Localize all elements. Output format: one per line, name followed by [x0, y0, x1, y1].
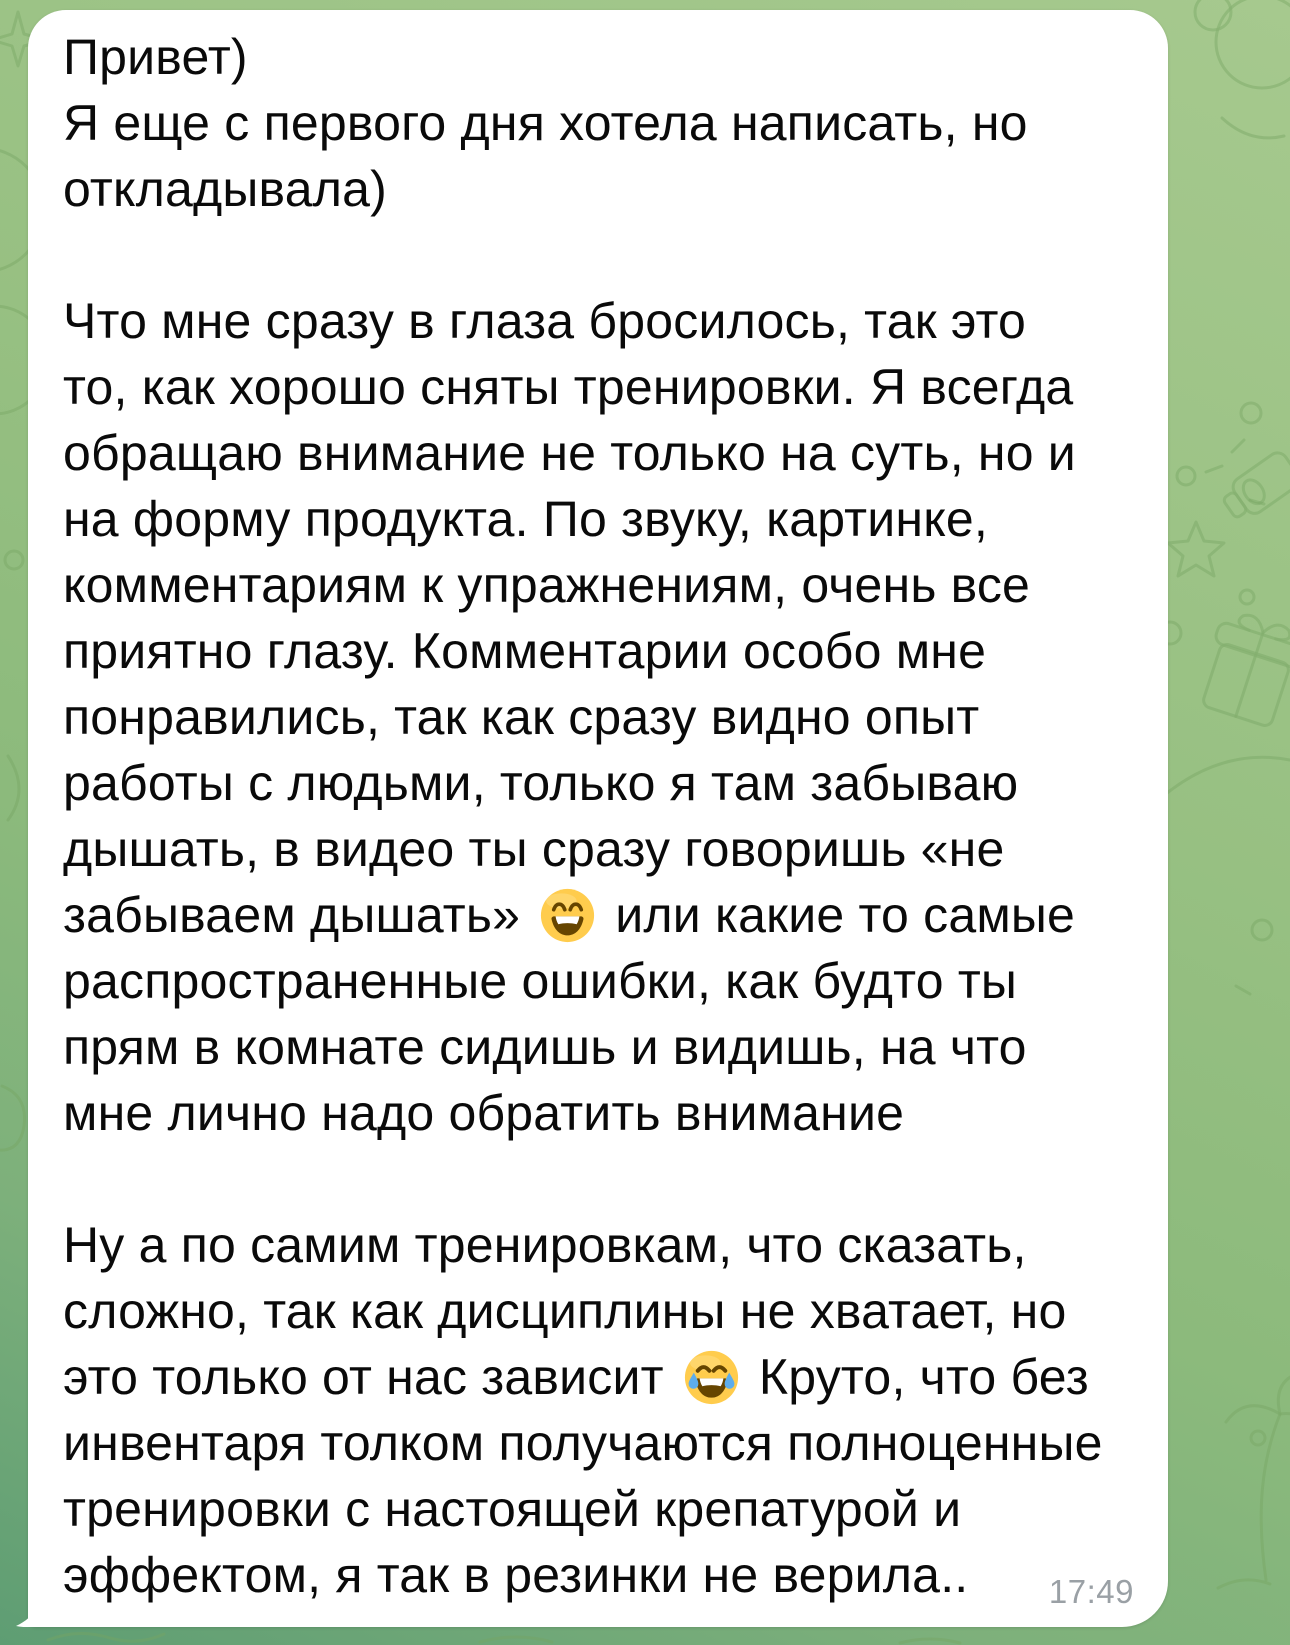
flashlight-icon	[1218, 449, 1290, 525]
message-line	[63, 1146, 1134, 1212]
message-line: приятно глазу. Комментарии особо мне	[63, 623, 987, 679]
message-line: эффектом, я так в резинки не верила..	[63, 1547, 969, 1603]
message-bubble[interactable]	[28, 10, 1168, 1627]
message-line: откладывала)	[63, 161, 387, 217]
message-line: распространенные ошибки, как будто ты	[63, 953, 1018, 1009]
message-line: Я еще с первого дня хотела написать, но	[63, 95, 1028, 151]
circle-doodle-icon	[1159, 403, 1261, 644]
message-text	[63, 24, 1134, 1608]
message-timestamp: 17:49	[1048, 1573, 1134, 1610]
teddy-bear-icon	[1195, 0, 1290, 138]
emoji-grinning-face-with-smiling-eyes	[540, 888, 595, 943]
message-line: забываем дышать» или какие то самые	[63, 887, 1076, 943]
message-line: Ну а по самим тренировкам, что сказать,	[63, 1217, 1027, 1273]
message-line: инвентаря толком получаются полноценные	[63, 1415, 1103, 1471]
message-line: Что мне сразу в глаза бросилось, так это	[63, 293, 1027, 349]
message-line: понравились, так как сразу видно опыт	[63, 689, 980, 745]
message-line: Привет)	[63, 29, 248, 85]
message-line: обращаю внимание не только на суть, но и	[63, 425, 1076, 481]
message-line: прям в комнате сидишь и видишь, на что	[63, 1019, 1027, 1075]
message-line: то, как хорошо сняты тренировки. Я всегда	[63, 359, 1074, 415]
message-line: сложно, так как дисциплины не хватает, но	[63, 1283, 1067, 1339]
message-line	[63, 222, 1134, 288]
message-line: это только от нас зависит Круто, что без	[63, 1349, 1089, 1405]
message-line: дышать, в видео ты сразу говоришь «не	[63, 821, 1005, 877]
message-line: на форму продукта. По звуку, картинке,	[63, 491, 988, 547]
squiggle-icon	[48, 1633, 960, 1643]
message-line: тренировки с настоящей крепатурой и	[63, 1481, 962, 1537]
palm-tree-icon	[1218, 1372, 1290, 1588]
bubble-tail	[12, 1583, 42, 1627]
squiggle-icon	[0, 756, 25, 1150]
message-line: работы с людьми, только я там забываю	[63, 755, 1019, 811]
message-line: комментариям к упражнениям, очень все	[63, 557, 1031, 613]
gift-box-icon	[1194, 607, 1290, 730]
message-line: мне лично надо обратить внимание	[63, 1085, 905, 1141]
emoji-face-with-tears-of-joy	[684, 1350, 739, 1405]
arc-doodle-icon	[1154, 757, 1290, 994]
star-icon	[1168, 522, 1224, 576]
